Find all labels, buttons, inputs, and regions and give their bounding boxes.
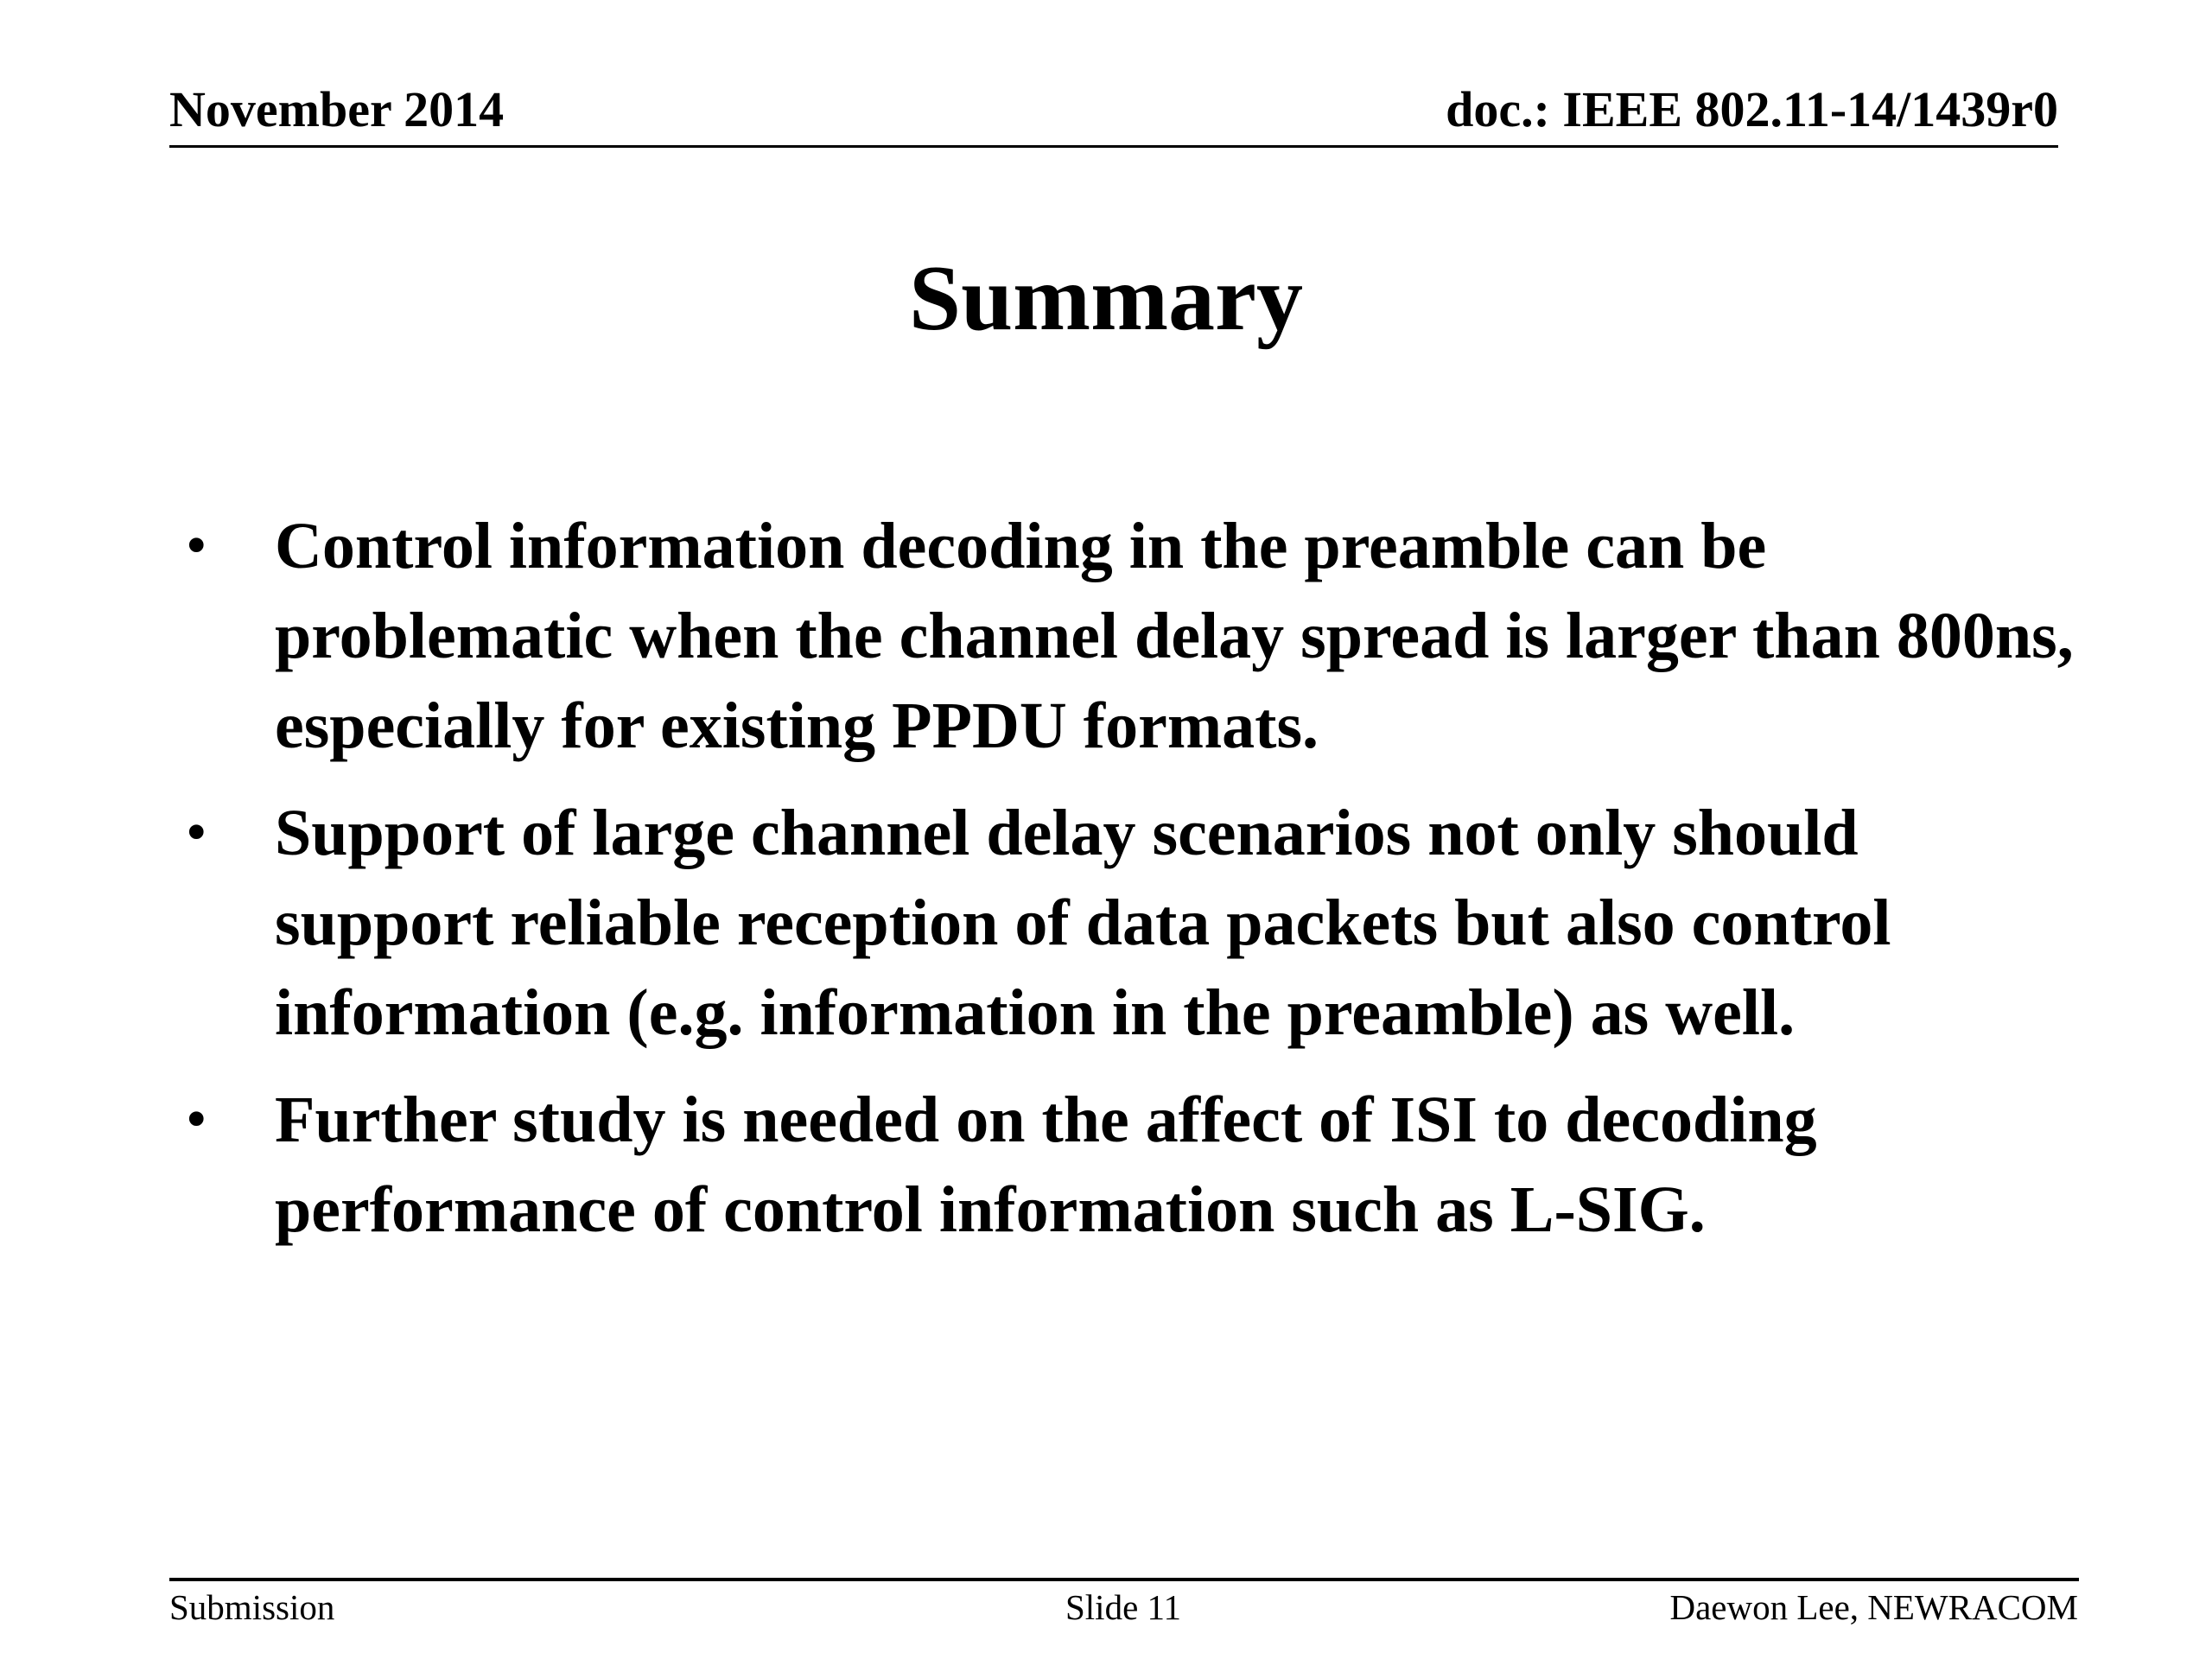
footer-author: Daewon Lee, NEWRACOM [1669, 1587, 2078, 1627]
footer-slide-number: Slide 11 [1065, 1587, 1181, 1627]
footer-submission: Submission [169, 1587, 335, 1627]
header-date: November 2014 [169, 81, 505, 137]
header-doc-id: doc.: IEEE 802.11-14/1439r0 [1446, 81, 2058, 137]
bullet-item [186, 788, 2087, 1058]
header-divider [169, 145, 2058, 148]
bullet-item [186, 501, 2087, 771]
slide-title: Summary [909, 247, 1303, 350]
bullet-item [186, 1075, 2087, 1255]
bullet-icon: • [186, 512, 207, 579]
bullet-icon: • [186, 1086, 207, 1153]
footer-divider [169, 1578, 2079, 1581]
bullet-list [186, 501, 2087, 1272]
bullet-text: Support of large channel delay scenarios not only should support reliable reception of data packets but also control information (e.g. information in the preamble) as well. [275, 797, 1891, 1049]
bullet-text: Further study is needed on the affect of ISI to decoding performance of control information such as L-SIG. [275, 1084, 1817, 1246]
bullet-icon: • [186, 799, 207, 866]
bullet-text: Control information decoding in the preamble can be problematic when the channel delay spread is larger than 800ns, especially for existing PPDU formats. [275, 510, 2074, 762]
